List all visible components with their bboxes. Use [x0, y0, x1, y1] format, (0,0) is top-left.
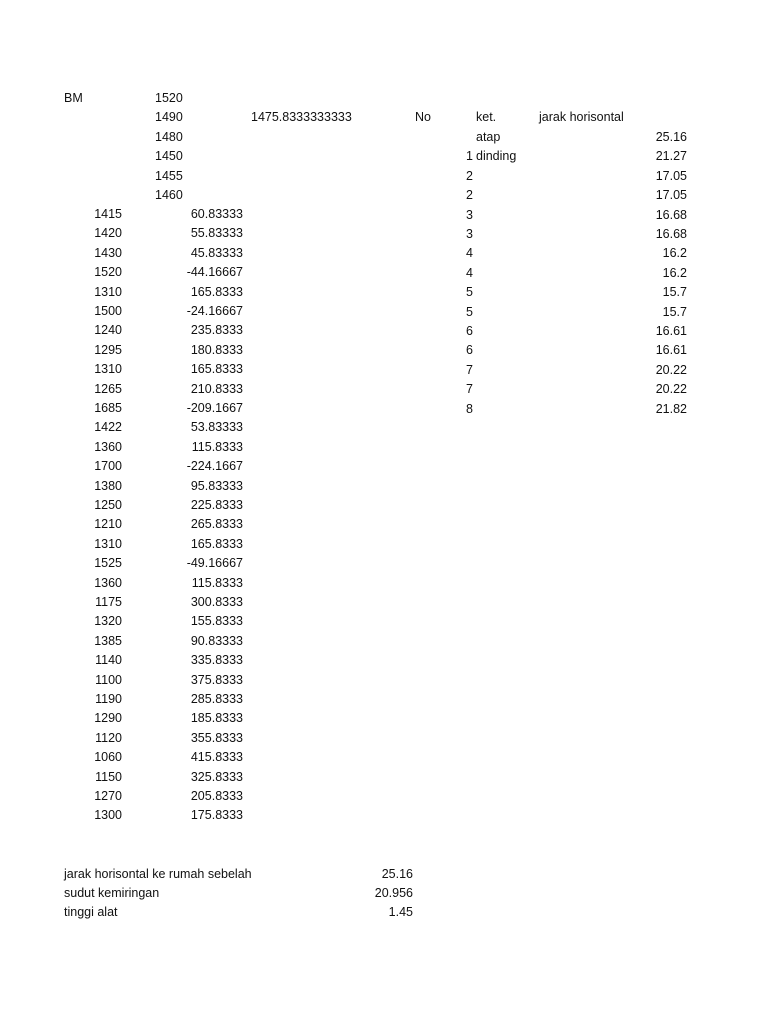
- reading-difference: 355.8333: [190, 730, 243, 745]
- bm-label: BM: [64, 91, 83, 105]
- side-row-jarak: 16.61: [655, 324, 687, 338]
- side-row-no: 3: [466, 227, 473, 241]
- reading-value: 1240: [94, 323, 122, 338]
- side-row-no: 4: [466, 265, 473, 280]
- reading-difference: 53.83333: [190, 420, 243, 435]
- reading-value: 1415: [94, 207, 122, 221]
- reading-value: 1430: [94, 245, 122, 260]
- reading-difference: -44.16667: [186, 265, 243, 280]
- reading-difference: 265.8333: [190, 517, 243, 532]
- reading-value: 1120: [95, 730, 122, 745]
- summary-label: tinggi alat: [64, 905, 118, 919]
- reading-difference: 205.8333: [190, 789, 243, 803]
- side-row-no: 6: [466, 324, 473, 338]
- side-row-jarak: 16.68: [655, 207, 687, 222]
- header-no: No: [415, 110, 431, 124]
- side-row-no: 8: [466, 401, 473, 416]
- reading-difference: 285.8333: [190, 692, 243, 706]
- reading-difference: 225.8333: [190, 498, 243, 512]
- header-ket: ket.: [476, 110, 497, 124]
- reading-value: 1250: [94, 498, 122, 512]
- reading-value: 1310: [94, 362, 122, 377]
- side-row-jarak: 17.05: [655, 168, 687, 183]
- bm-value: 1455: [155, 168, 183, 183]
- reading-difference: 185.8333: [190, 711, 243, 726]
- reading-value: 1190: [95, 692, 122, 706]
- side-row-no: 3: [466, 207, 473, 222]
- reading-difference: 45.83333: [190, 245, 243, 260]
- side-row-jarak: 16.2: [662, 246, 687, 261]
- reading-difference: 375.8333: [190, 672, 243, 687]
- reading-value: 1140: [95, 653, 122, 668]
- reading-difference: 210.8333: [190, 381, 243, 396]
- side-row-no: 2: [466, 168, 473, 183]
- header-jarak-horisontal: jarak horisontal: [539, 110, 624, 124]
- reading-difference: 300.8333: [190, 595, 243, 609]
- side-row-jarak: 20.22: [655, 362, 687, 377]
- reading-difference: 415.8333: [190, 750, 243, 765]
- reading-value: 1300: [94, 808, 122, 823]
- side-row-no: 5: [466, 285, 473, 300]
- reading-value: 1290: [94, 711, 122, 726]
- reading-value: 1360: [94, 575, 122, 590]
- reading-value: 1265: [94, 381, 122, 396]
- reading-difference: -209.1667: [186, 401, 243, 415]
- side-row-jarak: 25.16: [655, 130, 687, 144]
- side-row-jarak: 16.61: [655, 343, 687, 358]
- summary-value: 25.16: [381, 867, 413, 881]
- bm-value: 1460: [155, 188, 183, 202]
- reading-difference: 90.83333: [190, 633, 243, 648]
- summary-value: 1.45: [388, 905, 413, 919]
- reading-value: 1420: [94, 226, 122, 241]
- reading-difference: -24.16667: [186, 304, 243, 318]
- reading-value: 1295: [94, 342, 122, 357]
- reading-value: 1310: [94, 536, 122, 551]
- side-row-jarak: 21.82: [655, 401, 687, 416]
- side-row-no: 1: [466, 149, 473, 164]
- bm-value: 1480: [155, 129, 183, 144]
- reading-difference: 115.8333: [191, 575, 243, 590]
- reading-value: 1422: [94, 420, 122, 435]
- reading-value: 1150: [95, 769, 122, 784]
- reading-difference: 115.8333: [191, 439, 243, 454]
- summary-label: jarak horisontal ke rumah sebelah: [64, 867, 252, 881]
- reading-difference: 335.8333: [190, 653, 243, 668]
- reading-value: 1360: [94, 439, 122, 454]
- reading-difference: 165.8333: [190, 362, 243, 377]
- reading-difference: 55.83333: [190, 226, 243, 241]
- side-row-jarak: 21.27: [655, 149, 687, 164]
- reading-difference: -49.16667: [186, 556, 243, 571]
- reading-difference: 95.83333: [190, 478, 243, 493]
- side-row-no: 5: [466, 304, 473, 319]
- reading-value: 1685: [94, 401, 122, 415]
- reading-value: 1520: [94, 265, 122, 280]
- side-row-jarak: 20.22: [655, 382, 687, 397]
- reading-difference: 60.83333: [190, 207, 243, 221]
- reading-value: 1310: [94, 284, 122, 299]
- side-row-no: 4: [466, 246, 473, 261]
- reading-difference: 155.8333: [190, 614, 243, 629]
- reading-value: 1500: [94, 304, 122, 318]
- reading-difference: 325.8333: [190, 769, 243, 784]
- summary-value: 20.956: [374, 886, 413, 900]
- bm-value: 1450: [155, 149, 183, 164]
- side-row-no: 6: [466, 343, 473, 358]
- bm-value: 1490: [155, 110, 183, 125]
- reading-difference: 165.8333: [190, 536, 243, 551]
- reading-difference: 180.8333: [190, 342, 243, 357]
- reading-value: 1175: [95, 595, 122, 609]
- side-row-ket: dinding: [476, 149, 517, 164]
- bm-value: 1520: [155, 91, 183, 105]
- side-row-jarak: 17.05: [655, 188, 687, 203]
- reading-value: 1380: [94, 478, 122, 493]
- side-row-jarak: 16.2: [662, 265, 687, 280]
- summary-label: sudut kemiringan: [64, 886, 160, 900]
- side-row-no: 7: [466, 382, 473, 397]
- reading-value: 1060: [94, 750, 122, 765]
- side-row-jarak: 16.68: [655, 227, 687, 241]
- reading-value: 1270: [94, 789, 122, 803]
- bm-average: 1475.8333333333: [251, 110, 352, 124]
- side-row-no: 7: [466, 362, 473, 377]
- reading-value: 1320: [94, 614, 122, 629]
- side-row-ket: atap: [476, 130, 501, 144]
- reading-value: 1210: [94, 517, 122, 532]
- reading-difference: 165.8333: [190, 284, 243, 299]
- side-row-jarak: 15.7: [662, 304, 687, 319]
- reading-value: 1100: [95, 672, 122, 687]
- reading-difference: -224.1667: [186, 459, 243, 474]
- reading-value: 1525: [94, 556, 122, 571]
- side-row-no: 2: [466, 188, 473, 203]
- reading-value: 1700: [94, 459, 122, 474]
- reading-difference: 175.8333: [190, 808, 243, 823]
- reading-difference: 235.8333: [190, 323, 243, 338]
- reading-value: 1385: [94, 633, 122, 648]
- side-row-jarak: 15.7: [662, 285, 687, 300]
